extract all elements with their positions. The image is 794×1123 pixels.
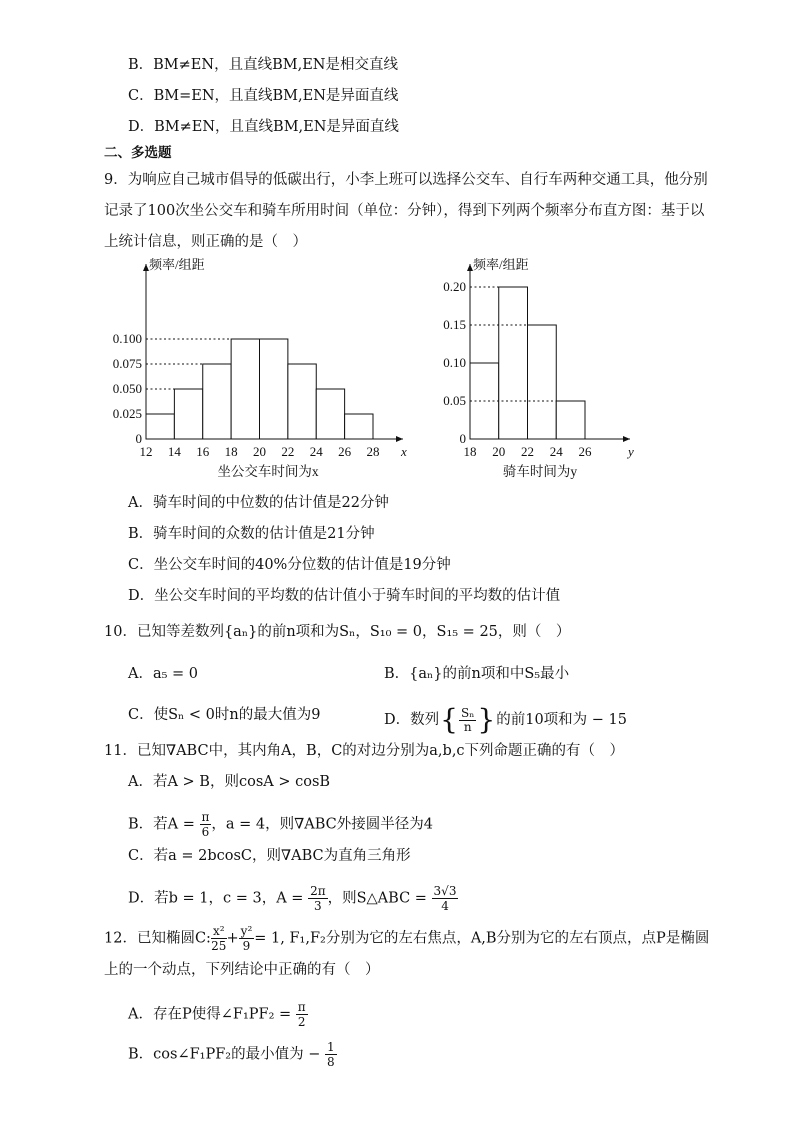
histogram-bar	[203, 364, 231, 439]
x-tick-label: 24	[549, 444, 563, 459]
q10-option-b: B．{aₙ}的前n项和中S₅最小	[384, 666, 570, 682]
histogram-bar	[174, 389, 202, 439]
q9-stem-line3: 上统计信息，则正确的是（ ）	[104, 234, 307, 250]
q11-stem: 11．已知∇ABC中，其内角A，B，C的对边分别为a,b,c下列命题正确的有（ ）	[104, 743, 625, 759]
histogram-bus-time	[100, 258, 420, 483]
q9-option-d: D．坐公交车时间的平均数的估计值小于骑车时间的平均数的估计值	[128, 588, 561, 604]
x-tick-label: 22	[281, 444, 295, 459]
q12-stem-line1	[104, 924, 709, 953]
q9-stem-line1: 9．为响应自己城市倡导的低碳出行，小李上班可以选择公交车、自行车两种交通工具，他分别	[104, 172, 708, 188]
q8-option-d: D．BM≠EN，且直线BM,EN是异面直线	[128, 119, 399, 135]
y-tick-label: 0.15	[443, 317, 466, 332]
histogram-bar	[345, 414, 373, 439]
x-tick-label: 12	[139, 444, 153, 459]
histogram-bar	[556, 401, 585, 439]
q10-option-d-prefix: D．数列	[384, 712, 440, 728]
x-tick-label: 20	[492, 444, 506, 459]
q9-option-a: A．骑车时间的中位数的估计值是22分钟	[128, 495, 389, 511]
q12-option-b-prefix: B．cos∠F₁PF₂的最小值为 −	[128, 1046, 321, 1063]
y-tick-label: 0.10	[443, 355, 466, 370]
q11-option-b-suffix: ，a = 4，则∇ABC外接圆半径为4	[211, 816, 433, 833]
q12-stem-prefix: 12．已知椭圆C:	[104, 930, 211, 947]
q10-option-d-suffix: 的前10项和为 − 15	[496, 712, 627, 728]
x-tick-label: 24	[309, 444, 323, 459]
x-tick-label: 28	[366, 444, 380, 459]
histogram-caption: 骑车时间为y	[502, 464, 578, 479]
fraction-numerator: x²	[212, 924, 225, 938]
fraction-numerator: 3√3	[433, 884, 457, 898]
q10-stem: 10．已知等差数列{aₙ}的前n项和为Sₙ，S₁₀ = 0，S₁₅ = 25，则（ ）	[104, 624, 571, 640]
q10-option-d-fraction	[459, 707, 476, 734]
histogram-bar	[288, 364, 316, 439]
q12-stem-line2: 上的一个动点，下列结论中正确的有（ ）	[104, 962, 380, 978]
y-tick-label: 0.050	[112, 381, 142, 396]
q11-option-d-fraction-area	[432, 884, 459, 913]
x-axis-symbol: x	[401, 444, 407, 459]
x-tick-label: 20	[253, 444, 266, 459]
fraction-denominator: 2	[297, 1015, 306, 1029]
fraction-numerator: 1	[326, 1040, 335, 1054]
histogram-bar	[260, 339, 288, 439]
q11-option-c: C．若a = 2bcosC，则∇ABC为直角三角形	[128, 848, 411, 864]
fraction-denominator: 4	[441, 899, 449, 913]
q8-option-b: B．BM≠EN，且直线BM,EN是相交直线	[128, 57, 398, 73]
q10-option-a: A．a₅ = 0	[128, 666, 199, 682]
q11-option-d	[128, 884, 458, 913]
x-tick-label: 18	[224, 444, 238, 459]
histogram-bar	[231, 339, 259, 439]
q12-fraction-x	[211, 924, 227, 953]
q9-option-c: C．坐公交车时间的40%分位数的估计值是19分钟	[128, 557, 451, 573]
fraction-denominator: 3	[314, 899, 322, 913]
q10-option-c: C．使Sₙ < 0时n的最大值为9	[128, 707, 321, 723]
y-tick-label: 0.100	[112, 331, 142, 346]
q12-option-a-fraction	[296, 1000, 308, 1029]
q12-option-b	[128, 1040, 337, 1069]
fraction-denominator: 6	[201, 825, 210, 839]
y-tick-label: 0.025	[112, 406, 142, 421]
x-tick-label: 26	[338, 444, 352, 459]
x-axis-symbol: y	[628, 444, 634, 459]
q9-stem-line2: 记录了100次坐公交车和骑车所用时间（单位：分钟），得到下列两个频率分布直方图：基于以	[104, 203, 705, 219]
q12-plus-sign: +	[226, 930, 239, 947]
q12-stem-suffix: = 1, F₁,F₂分别为它的左右焦点，A,B分别为它的左右顶点，点P是椭圆	[254, 930, 710, 947]
y-tick-label: 0.075	[112, 356, 142, 371]
y-tick-label: 0	[135, 431, 142, 446]
y-axis-label: 频率/组距	[149, 258, 205, 272]
histogram-bar	[146, 414, 174, 439]
x-axis-arrow	[623, 436, 630, 442]
fraction-denominator: 9	[242, 939, 251, 953]
x-tick-label: 16	[196, 444, 210, 459]
q10-option-d: D．数列{ $\frac{\text{Sₙ}}{n}$ }的前10项和为 − 15	[384, 703, 627, 736]
fraction-numerator: π	[201, 810, 210, 824]
x-tick-label: 18	[463, 444, 477, 459]
x-tick-label: 22	[521, 444, 534, 459]
histogram-bike-time	[430, 258, 650, 483]
q12-option-b-fraction	[325, 1040, 337, 1069]
histogram-caption: 坐公交车时间为x	[217, 464, 319, 479]
q11-option-d-fraction-angle	[308, 884, 328, 913]
q12-fraction-y	[239, 924, 255, 953]
q9-option-b: B．骑车时间的众数的估计值是21分钟	[128, 526, 375, 542]
q11-option-b-fraction	[200, 810, 212, 839]
histogram-bar	[499, 287, 528, 439]
fraction-numerator: y²	[240, 924, 253, 938]
x-tick-label: 14	[167, 444, 181, 459]
fraction-denominator: 25	[211, 939, 227, 953]
y-tick-label: 0	[459, 431, 466, 446]
fraction-denominator: n	[463, 719, 472, 734]
q11-option-d-middle: ，则S△ABC =	[327, 890, 427, 907]
histogram-bar	[316, 389, 344, 439]
histogram-bar	[528, 325, 557, 439]
q12-option-a	[128, 1000, 308, 1029]
q11-option-a: A．若A > B，则cosA > cosB	[128, 774, 331, 790]
fraction-numerator: 2π	[310, 884, 326, 898]
q11-option-b-prefix: B．若A =	[128, 816, 195, 833]
fraction-denominator: 8	[326, 1055, 335, 1069]
y-axis-label: 频率/组距	[473, 258, 529, 272]
q11-option-d-prefix: D．若b = 1，c = 3，A =	[128, 890, 304, 907]
fraction-numerator: Sₙ	[460, 705, 475, 720]
q11-option-b	[128, 810, 433, 839]
y-tick-label: 0.20	[443, 279, 466, 294]
x-axis-arrow	[396, 436, 403, 442]
fraction-numerator: π	[297, 1000, 306, 1014]
y-tick-label: 0.05	[443, 393, 466, 408]
x-tick-label: 26	[578, 444, 592, 459]
section-title-multi-choice: 二、多选题	[104, 145, 172, 161]
q8-option-c: C．BM=EN，且直线BM,EN是异面直线	[128, 88, 399, 104]
q12-option-a-prefix: A．存在P使得∠F₁PF₂ =	[128, 1006, 292, 1023]
